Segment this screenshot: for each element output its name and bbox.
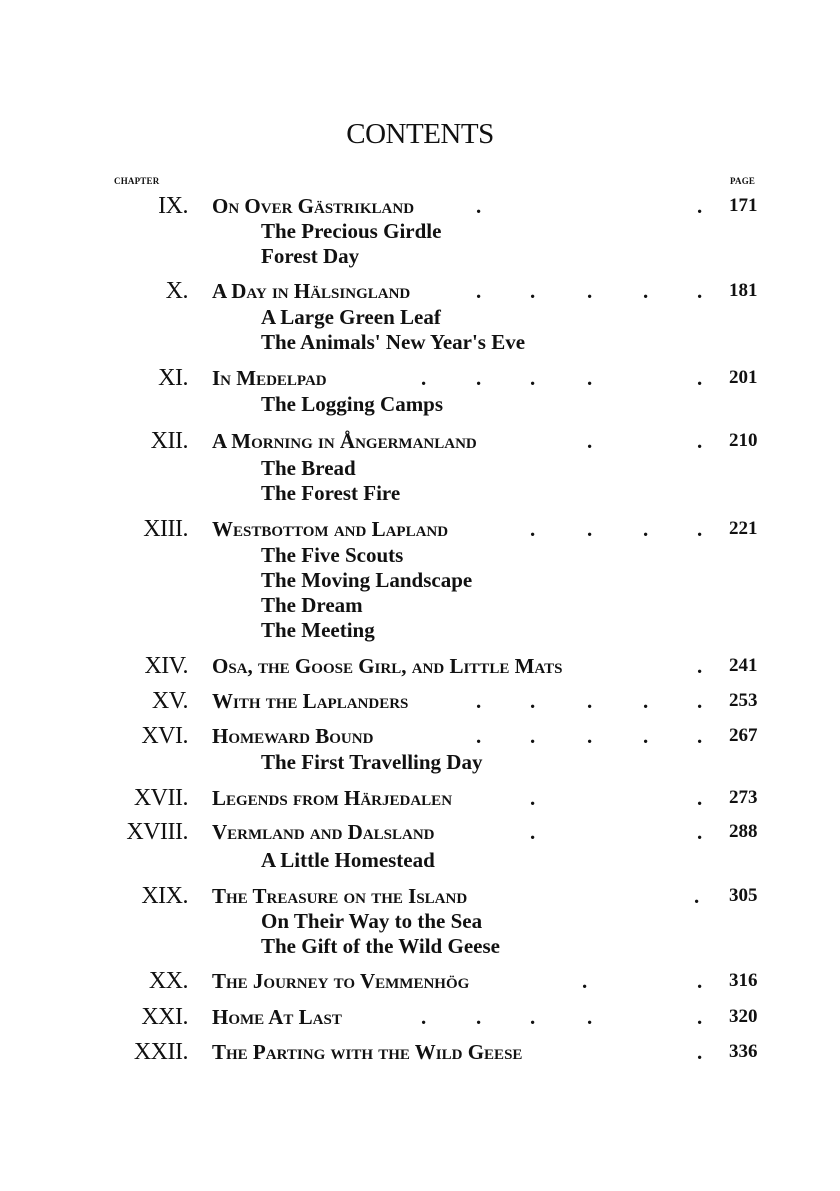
chapter-numeral: XIII.	[143, 516, 188, 542]
page-number: 181	[729, 280, 758, 301]
chapter-numeral: XXII.	[133, 1039, 188, 1065]
page-number: 210	[729, 430, 758, 451]
toc-entry[interactable]: XIII. Westbottom and Lapland . . . . 221	[143, 516, 758, 542]
page-number: 316	[729, 970, 758, 991]
toc-entry[interactable]: X. A Day in Hälsingland . . . . . 181	[165, 278, 758, 304]
subtitle: The Gift of the Wild Geese	[261, 934, 500, 958]
chapter-title[interactable]: The Parting with the Wild Geese	[212, 1040, 523, 1064]
subtitle: Forest Day	[261, 244, 360, 268]
chapter-numeral: XIX.	[141, 883, 188, 909]
chapter-title[interactable]: Westbottom and Lapland	[212, 517, 449, 541]
chapter-title[interactable]: Legends from Härjedalen	[212, 786, 453, 810]
chapter-title[interactable]: The Journey to Vemmenhög	[212, 969, 470, 993]
chapter-title[interactable]: On Over Gästrikland	[212, 194, 415, 218]
subtitle: A Large Green Leaf	[261, 305, 441, 329]
chapter-title[interactable]: In Medelpad	[212, 366, 327, 390]
chapter-numeral: XXI.	[141, 1004, 188, 1030]
toc-entry[interactable]: XIV. Osa, the Goose Girl, and Little Mats . 241	[144, 653, 758, 679]
chapter-title[interactable]: Vermland and Dalsland	[212, 820, 435, 844]
page-number: 305	[729, 885, 758, 906]
toc-entry[interactable]: XV. With the Laplanders . . . . . 253	[151, 688, 758, 714]
toc-entry[interactable]: XI. In Medelpad . . . . . 201	[158, 365, 758, 391]
chapter-column-label: CHAPTER	[114, 176, 160, 186]
chapter-title[interactable]: A Morning in Ångermanland	[212, 429, 477, 453]
subtitle: The First Travelling Day	[261, 750, 483, 774]
subtitle: The Animals' New Year's Eve	[261, 330, 526, 354]
toc-entry[interactable]: XIX. The Treasure on the Island . 305	[141, 883, 758, 909]
subtitle: The Meeting	[261, 618, 375, 642]
page-number: 288	[729, 821, 758, 842]
toc-entry[interactable]: XXI. Home At Last . . . . . 320	[141, 1004, 758, 1030]
chapter-title[interactable]: Homeward Bound	[212, 724, 374, 748]
subtitle: The Logging Camps	[261, 392, 444, 416]
toc-entry[interactable]: XVII. Legends from Härjedalen . . 273	[133, 785, 758, 811]
subtitle: The Precious Girdle	[261, 219, 442, 243]
chapter-numeral: XV.	[151, 688, 188, 714]
page-number: 267	[729, 725, 758, 746]
subtitle: The Dream	[261, 593, 363, 617]
chapter-numeral: X.	[165, 278, 188, 304]
chapter-title[interactable]: A Day in Hälsingland	[212, 279, 411, 303]
chapter-numeral: IX.	[158, 193, 188, 219]
subtitle: The Bread	[261, 456, 356, 480]
chapter-numeral: XIV.	[144, 653, 188, 679]
chapter-numeral: XVI.	[141, 723, 188, 749]
toc-entry[interactable]: IX. On Over Gästrikland . . 171	[158, 193, 758, 219]
toc-entry[interactable]: XVIII. Vermland and Dalsland . . 288	[126, 819, 758, 845]
page-number: 241	[729, 655, 758, 676]
subtitle: The Forest Fire	[261, 481, 401, 505]
chapter-title[interactable]: With the Laplanders	[212, 689, 409, 713]
subtitle: On Their Way to the Sea	[261, 909, 483, 933]
chapter-title[interactable]: Home At Last	[212, 1005, 342, 1029]
subtitle: The Moving Landscape	[261, 568, 473, 592]
page-number: 273	[729, 787, 758, 808]
toc-entry[interactable]: XXII. The Parting with the Wild Geese . 336	[133, 1039, 758, 1065]
page-number: 221	[729, 518, 758, 539]
chapter-title[interactable]: Osa, the Goose Girl, and Little Mats	[212, 654, 563, 678]
toc-entry[interactable]: XVI. Homeward Bound . . . . . 267	[141, 723, 758, 749]
subtitle: The Five Scouts	[261, 543, 404, 567]
page-number: 320	[729, 1006, 758, 1027]
chapter-numeral: XX.	[148, 968, 188, 994]
subtitle: A Little Homestead	[261, 848, 435, 872]
toc-entry[interactable]: XX. The Journey to Vemmenhög . . 316	[148, 968, 758, 994]
page-title: CONTENTS	[346, 118, 494, 150]
page-number: 201	[729, 367, 758, 388]
page-number: 171	[729, 195, 758, 216]
chapter-title[interactable]: The Treasure on the Island	[212, 884, 468, 908]
chapter-numeral: XVIII.	[126, 819, 188, 845]
page-column-label: PAGE	[730, 176, 756, 186]
toc-entry[interactable]: XII. A Morning in Ångermanland . . 210	[150, 428, 758, 454]
chapter-numeral: XII.	[150, 428, 188, 454]
page-number: 253	[729, 690, 758, 711]
chapter-numeral: XI.	[158, 365, 188, 391]
chapter-numeral: XVII.	[133, 785, 188, 811]
page-number: 336	[729, 1041, 758, 1062]
